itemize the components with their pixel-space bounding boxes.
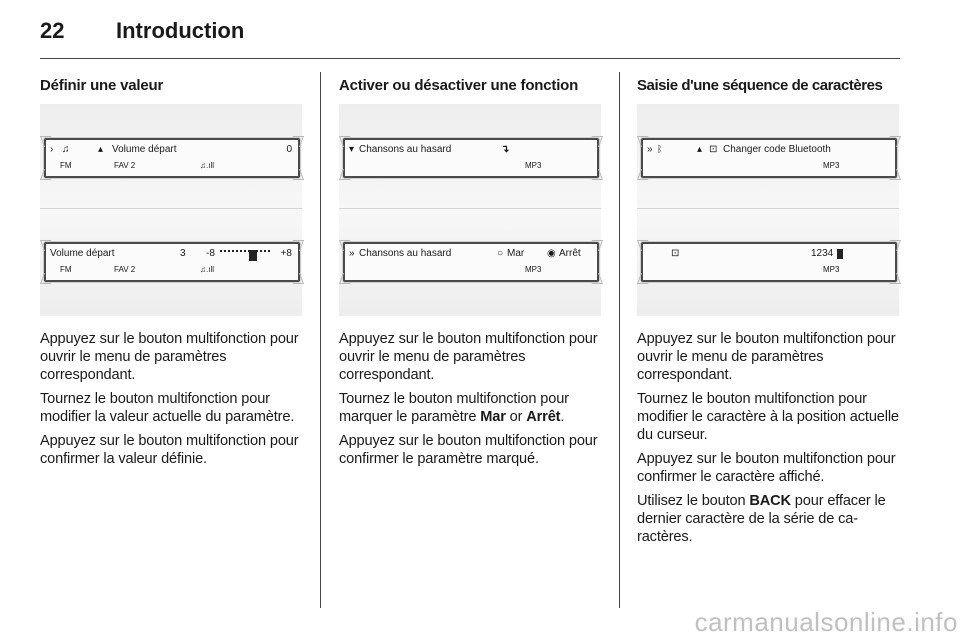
option-off-label: Arrêt [559,248,581,259]
instructions [637,330,901,552]
instruction-paragraph: Tournez le bouton multifonction pour modifier le caractère à la position actuelle du curseur. [637,391,899,443]
section-heading: Saisie d'une séquence de caractères [637,77,883,94]
lock-icon: ⊡ [709,144,718,155]
display-screen [44,138,300,178]
source-label: MP3 [525,265,542,274]
slider-max: +8 [280,248,292,259]
slider-min: -8 [206,248,215,259]
instruction-paragraph: Tournez le bouton multifonction pour marquer le paramètre Mar or Arrêt. [339,391,569,425]
watermark: carmanualsonline.info [694,607,958,637]
slider-knob [249,250,257,261]
slider-track [220,250,270,254]
instruction-paragraph: Appuyez sur le bouton multifonction pour confirmer la valeur définie. [40,433,299,467]
setting-value: 3 [180,248,186,259]
setting-label: Chansons au hasard [359,144,452,155]
instruction-paragraph: Appuyez sur le bouton multifonction pour ouvrir le menu de paramètres correspondant. [637,331,896,383]
column-divider [320,72,321,608]
scroll-up-icon: ▴ [98,144,104,155]
band-label: FM [60,265,72,274]
divider [637,208,899,209]
header-rule [40,58,900,59]
setting-label: Volume départ [112,144,177,155]
instruction-paragraph: Tournez le bouton multifonction pour modifier la valeur actuelle du paramètre. [40,391,295,425]
double-chevron-right-icon: » [349,248,355,259]
display-screen [44,242,300,282]
signal-icon: ♫.ıll [200,161,214,170]
lock-icon: ⊡ [671,248,680,259]
volume-slider [220,248,270,260]
display-illustration [637,104,899,316]
signal-icon: ♫.ıll [200,265,214,274]
band-label: FM [60,161,72,170]
source-label: MP3 [823,265,840,274]
double-chevron-right-icon: » [647,144,653,155]
display-screen [343,138,599,178]
setting-label: Chansons au hasard [359,248,452,259]
column-set-value [40,74,302,467]
column-character-sequence [637,74,899,545]
bluetooth-icon: ᛒ [657,144,663,154]
instruction-paragraph: Appuyez sur le bouton multifonction pour confirmer le paramètre marqué. [339,433,598,467]
divider [40,208,302,209]
instructions [40,330,304,474]
display-illustration [40,104,302,316]
instructions [339,330,603,474]
display-screen [641,242,897,282]
instruction-paragraph: Appuyez sur le bouton multifonction pour ouvrir le menu de paramètres correspondant. [40,331,299,383]
display-illustration [339,104,601,316]
instruction-paragraph: Appuyez sur le bouton multifonction pour ouvrir le menu de paramètres correspondant. [339,331,598,383]
code-entry: 1234 [811,248,834,259]
preset-label: FAV 2 [114,265,136,274]
radio-empty-icon: ○ [497,248,504,259]
setting-label: Volume départ [50,248,115,259]
scroll-up-icon: ▴ [697,144,703,155]
divider [339,208,601,209]
column-toggle-function [339,74,601,467]
option-on-label: Mar [507,248,525,259]
option-off-term: Arrêt [526,409,561,425]
option-on-term: Mar [480,409,506,425]
instruction-paragraph: Appuyez sur le bouton multifonction pour confirmer le caractère affiché. [637,451,896,485]
page-number: 22 [40,18,65,43]
source-label: MP3 [525,161,542,170]
cursor-block [837,249,843,259]
page-title: Introduction [116,18,245,43]
scroll-down-icon: ▾ [349,144,355,155]
column-divider [619,72,620,608]
back-button-term: BACK [749,493,791,509]
section-heading: Définir une valeur [40,77,164,94]
radio-selected-icon: ◉ [547,248,556,259]
setting-label: Changer code Bluetooth [723,144,831,155]
instruction-paragraph: Utilisez le bouton BACK pour effacer le dernier caractère de la série de caractères. [637,493,886,545]
source-label: MP3 [823,161,840,170]
section-heading: Activer ou désactiver une fonction [339,77,579,94]
setting-value: 0 [286,144,292,155]
shuffle-icon: ↴ [501,144,510,155]
display-screen [343,242,599,282]
chevron-right-icon: › [50,144,54,155]
music-note-icon: ♫ [62,144,70,155]
display-screen [641,138,897,178]
preset-label: FAV 2 [114,161,136,170]
